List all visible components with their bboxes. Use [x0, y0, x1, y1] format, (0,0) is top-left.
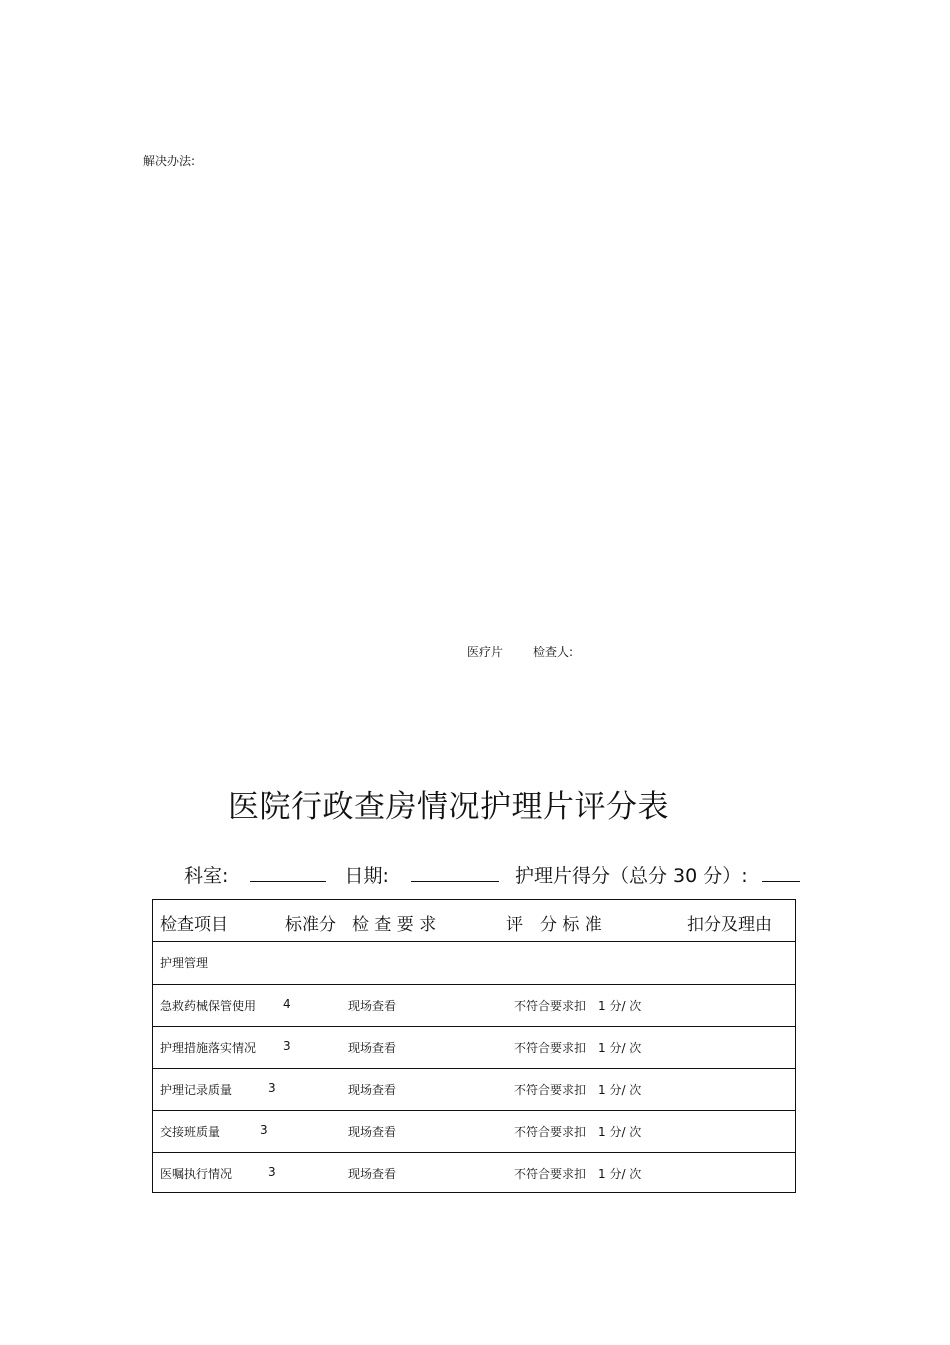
- date-blank[interactable]: [411, 863, 499, 882]
- row-item: 护理记录质量: [160, 1083, 233, 1097]
- dept-label: 科室:: [184, 865, 229, 887]
- row-requirement: 现场查看: [348, 1125, 397, 1139]
- score-table: [152, 899, 796, 1193]
- table-row: [153, 1069, 795, 1111]
- table-header-row: [153, 900, 795, 942]
- header-requirement: 检 查 要 求: [352, 915, 437, 935]
- score-label: 护理片得分（总分 30 分）:: [515, 865, 748, 887]
- inspector-label: 检查人:: [533, 645, 574, 659]
- date-label: 日期:: [344, 865, 389, 887]
- score-blank[interactable]: [762, 863, 800, 882]
- row-score: 3: [283, 1039, 291, 1053]
- row-criteria: 不符合要求扣 1 分/ 次: [514, 1167, 642, 1181]
- table-row: [153, 985, 795, 1027]
- row-item: 护理措施落实情况: [160, 1041, 257, 1055]
- table-row: [153, 1027, 795, 1069]
- header-item: 检查项目: [160, 915, 228, 935]
- row-score: 3: [268, 1165, 276, 1179]
- row-score: 3: [260, 1123, 268, 1137]
- row-requirement: 现场查看: [348, 1083, 397, 1097]
- row-criteria: 不符合要求扣 1 分/ 次: [514, 1041, 642, 1055]
- row-criteria: 不符合要求扣 1 分/ 次: [514, 1083, 642, 1097]
- section-label: 护理管理: [160, 956, 209, 970]
- header-criteria: 评 分 标 准: [506, 915, 602, 935]
- row-score: 4: [283, 997, 291, 1011]
- row-item: 交接班质量: [160, 1125, 221, 1139]
- solution-label: 解决办法:: [143, 154, 196, 168]
- row-item: 急救药械保管使用: [160, 999, 257, 1013]
- header-standard-score: 标准分: [285, 915, 336, 935]
- header-deduction: 扣分及理由: [687, 915, 772, 935]
- row-criteria: 不符合要求扣 1 分/ 次: [514, 999, 642, 1013]
- row-score: 3: [268, 1081, 276, 1095]
- section-row: [153, 942, 795, 985]
- dept-blank[interactable]: [250, 863, 326, 882]
- table-row: [153, 1153, 795, 1194]
- row-criteria: 不符合要求扣 1 分/ 次: [514, 1125, 642, 1139]
- row-item: 医嘱执行情况: [160, 1167, 233, 1181]
- table-row: [153, 1111, 795, 1153]
- row-requirement: 现场查看: [348, 1041, 397, 1055]
- row-requirement: 现场查看: [348, 1167, 397, 1181]
- row-requirement: 现场查看: [348, 999, 397, 1013]
- page-title: 医院行政查房情况护理片评分表: [228, 789, 669, 825]
- dept-signature-label: 医疗片: [467, 645, 504, 659]
- form-meta-line: [184, 861, 800, 888]
